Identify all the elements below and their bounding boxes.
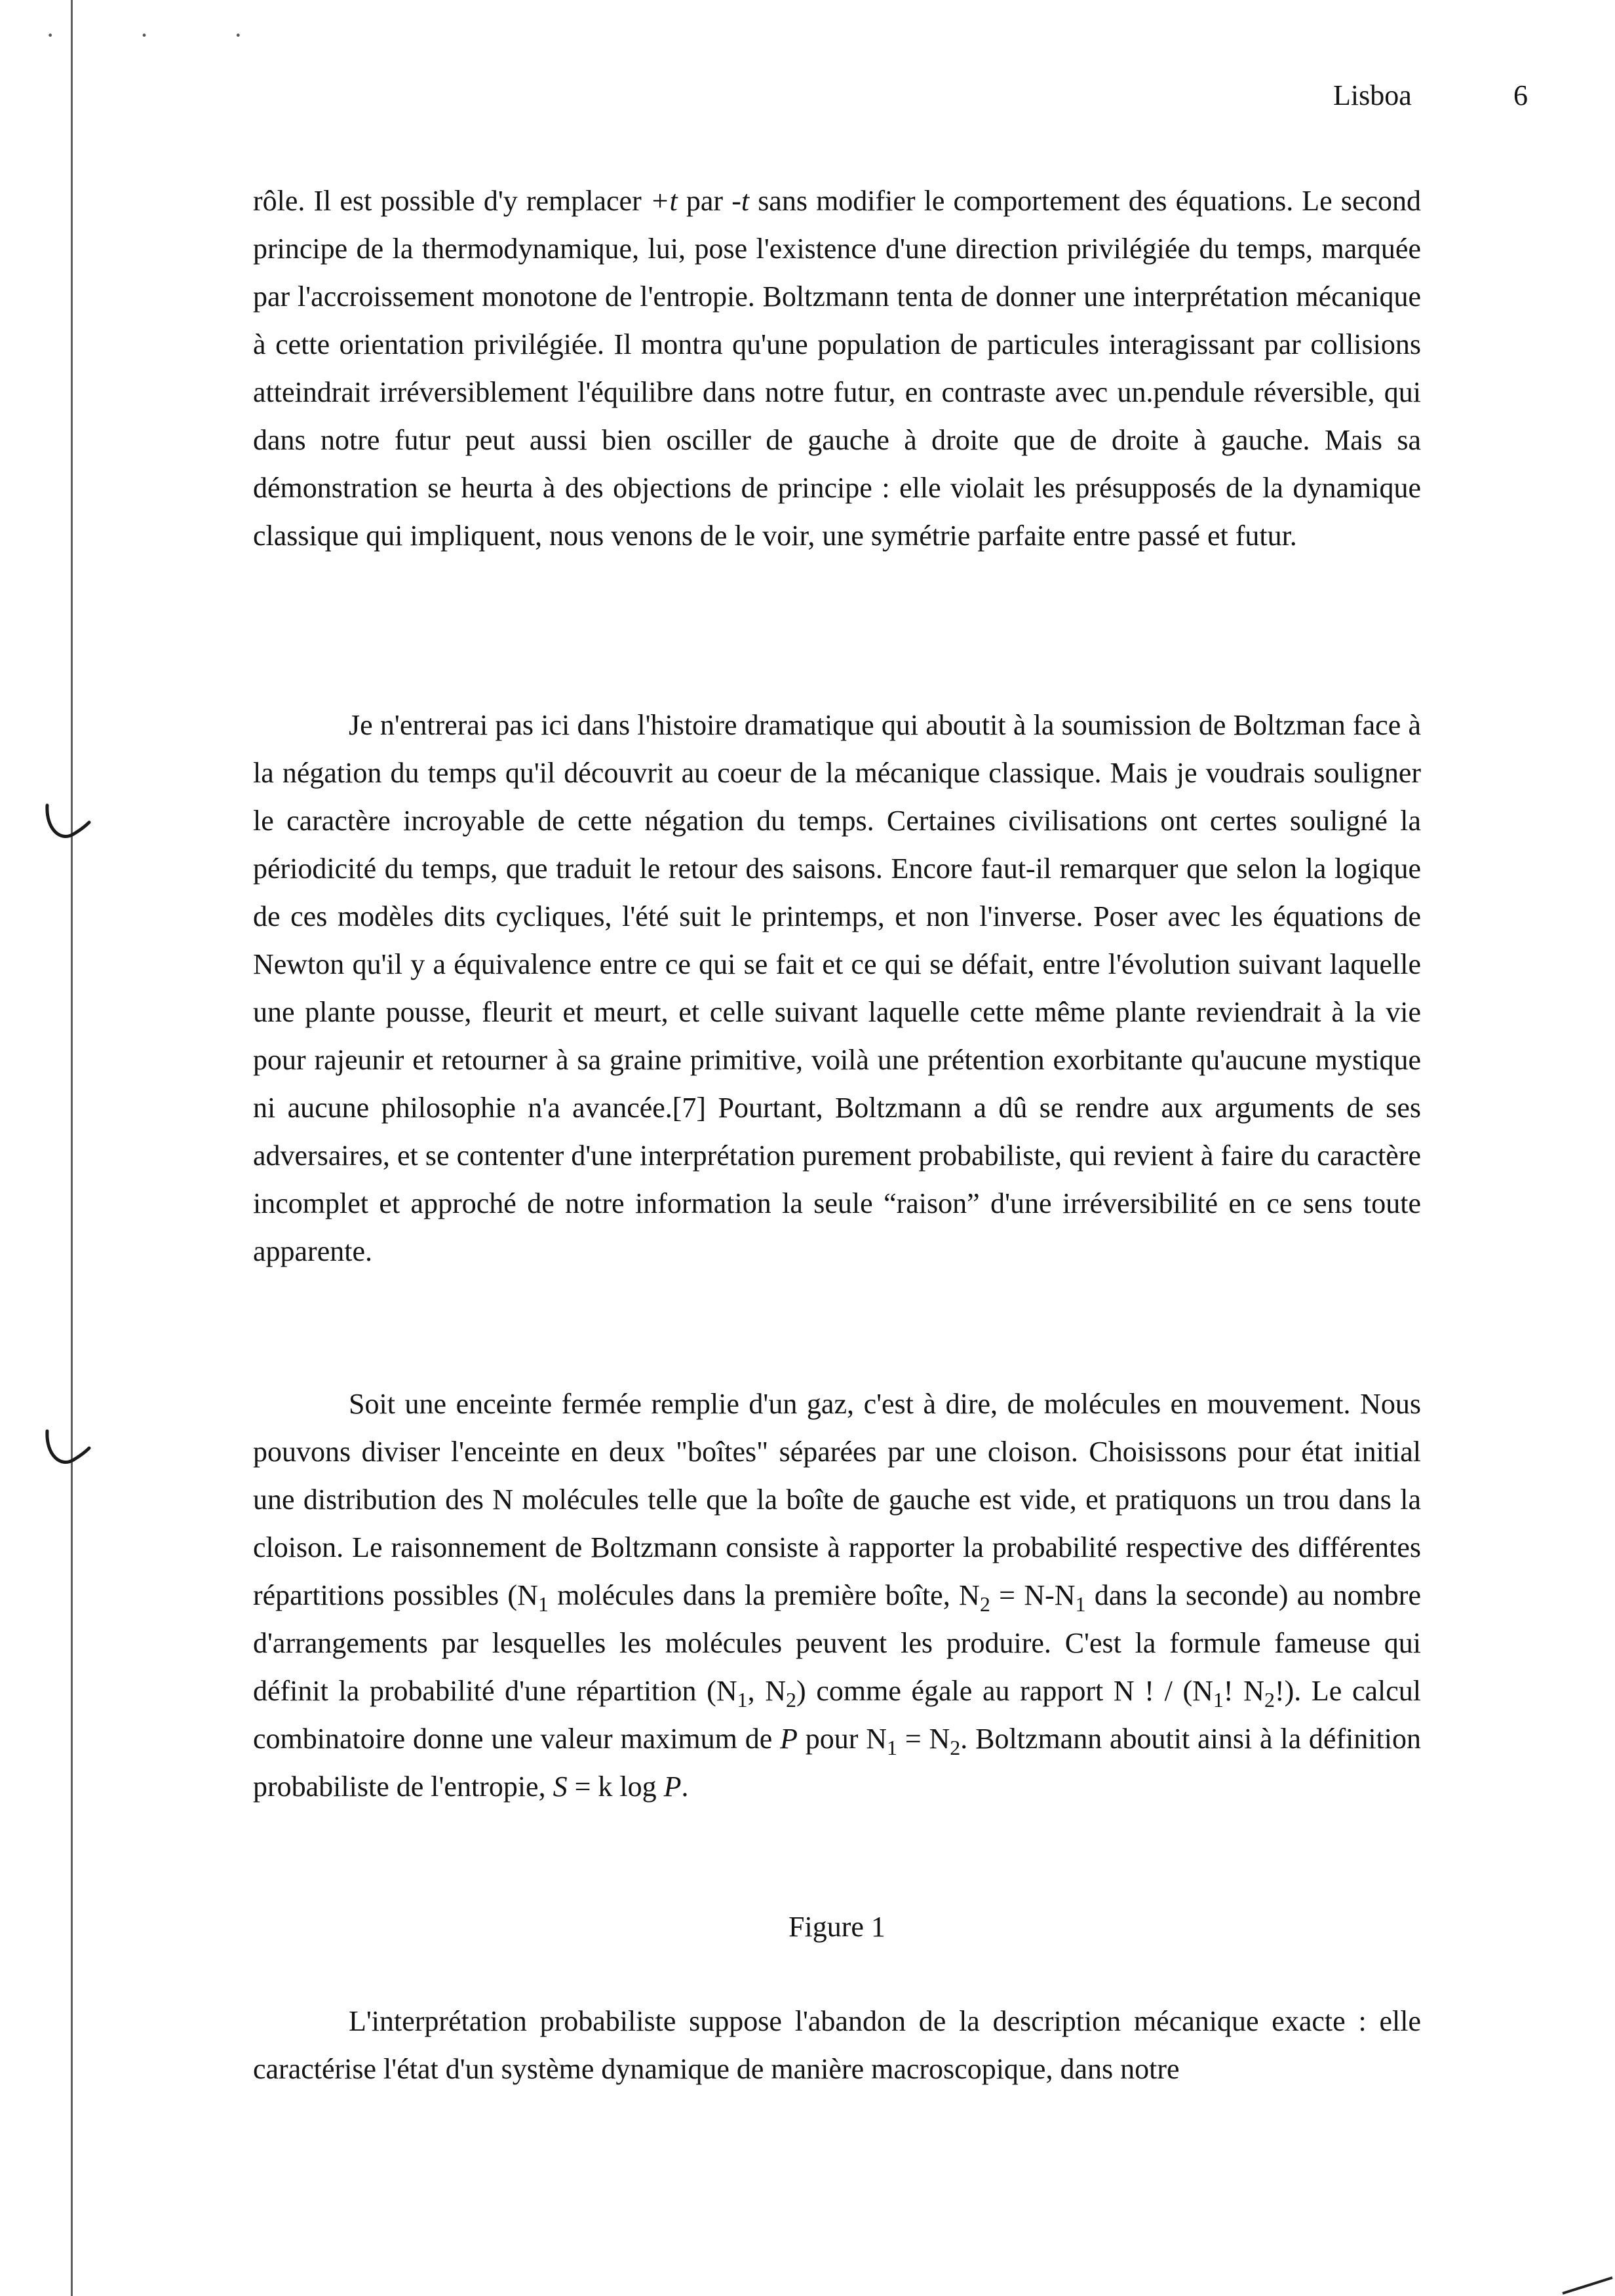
- punch-hole-mark-1: [41, 803, 93, 849]
- scan-specks: · · ·: [46, 20, 282, 50]
- page-number: 6: [1513, 79, 1528, 111]
- figure-caption: Figure 1: [788, 1911, 885, 1943]
- paragraph-1: rôle. Il est possible d'y remplacer +t par -t sans modifier le comportement des équations. Le second principe de la thermodynamique, lui, pose l'existence d'une direction privilégiée du temps, marquée par l'accroissement monotone de l'entropie. Boltzmann tenta de donner une interprétation mécanique à cette orientation privilégiée. Il montra qu'une population de particules interagissant par collisions atteindrait irréversiblement l'équilibre dans notre futur, en contraste avec un.pendule réversible, qui dans notre futur peut aussi bien osciller de gauche à droite que de droite à gauche. Mais sa démonstration se heurta à des objections de principe : elle violait les présupposés de la dynamique classique qui impliquent, nous venons de le voir, une symétrie parfaite entre passé et futur.: [253, 185, 1422, 552]
- paragraph-4: L'interprétation probabiliste suppose l'abandon de la description mécanique exacte : elle caractérise l'état d'un système dynamique de manière macroscopique, dans notre: [253, 2005, 1421, 2085]
- paragraph-2: Je n'entrerai pas ici dans l'histoire dramatique qui aboutit à la soumission de Boltzman face à la négation du temps qu'il découvrit au coeur de la mécanique classique. Mais je voudrais souligner le caractère incroyable de cette négation du temps. Certaines civilisations ont certes souligné la périodicité du temps, que traduit le retour des saisons. Encore faut-il remarquer que selon la logique de ces modèles dits cycliques, l'été suit le printemps, et non l'inverse. Poser avec les équations de Newton qu'il y a équivalence entre ce qui se fait et ce qui se défait, entre l'évolution suivant laquelle une plante pousse, fleurit et meurt, et celle suivant laquelle cette même plante reviendrait à la vie pour rajeunir et retourner à sa graine primitive, voilà une prétention exorbitante qu'aucune mystique ni aucune philosophie n'a avancée.[7] Pourtant, Boltzmann a dû se rendre aux arguments de ses adversaires, et se contenter d'une interprétation purement probabiliste, qui revient à faire du caractère incomplet et approché de notre information la seule “raison” d'une irréversibilité en ce sens toute apparente.: [253, 709, 1421, 1267]
- punch-hole-mark-2: [41, 1428, 93, 1474]
- paragraph-3: Soit une enceinte fermée remplie d'un gaz, c'est à dire, de molécules en mouvement. Nous pouvons diviser l'enceinte en deux "boîtes" séparées par une cloison. Choisissons pour état initial une distribution des N molécules telle que la boîte de gauche est vide, et pratiquons un trou dans la cloison. Le raisonnement de Boltzmann consiste à rapporter la probabilité respective des différentes répartitions possibles ($N_1$ molécules dans la première boîte, $N_2 = N-N_1$ dans la seconde) au nombre d'arrangements par lesquelles les molécules peuvent les produire. C'est la formule fameuse qui définit la probabilité d'une répartition ($N_1$, $N_2$) comme égale au rapport N ! / ($N_1$! $N_2$!). Le calcul combinatoire donne une valeur maximum de P pour $N_1 = N_2$. Boltzmann aboutit ainsi à la définition probabiliste de l'entropie, S = k log P.: [253, 1388, 1422, 1803]
- scan-margin-line: [71, 0, 73, 2296]
- running-header-title: Lisboa: [1333, 79, 1412, 111]
- scan-corner-mark: [1560, 2274, 1615, 2296]
